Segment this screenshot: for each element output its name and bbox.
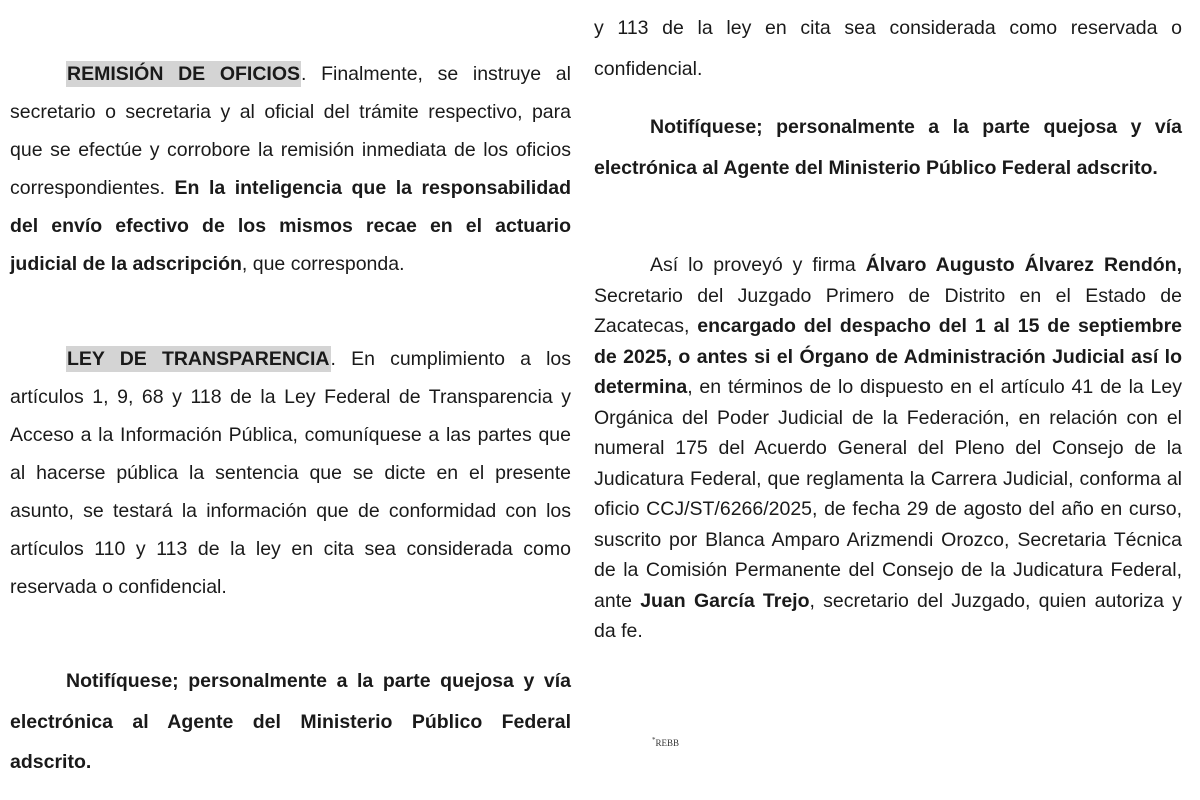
remision-text-1: . Finalmente, se instruye al secretario o secretaria y al oficial del trámite respectivo, para que se efectúe y corrobore la remisión inmediata de los oficios correspondientes. (10, 63, 571, 199)
initials-text: REBB (655, 738, 680, 748)
transparencia-heading: LEY DE TRANSPARENCIA (67, 348, 330, 370)
remision-bold-text: En la inteligencia que la responsabilidad del envío efectivo de los mismos recae en el actuario judicial de la adscripción (10, 177, 571, 275)
initials-asterisk: * (652, 736, 656, 744)
initials-mark (652, 736, 679, 748)
remision-paragraph (10, 55, 571, 283)
proveido-text-2: Secretario del Juzgado Primero de Distrito en el Estado de Zacatecas, (594, 284, 1182, 337)
secretary-name: Juan García Trejo (640, 589, 810, 612)
proveido-text-3: , en términos de lo dispuesto en el artículo 41 de la Ley Orgánica del Poder Judicial de la Federación, en relación con el numeral 175 del Acuerdo General del Pleno del Consejo de la Judicatura Federal, que reglamenta la Carrera Judicial, conforma al oficio CCJ/ST/6266/2025, de fecha 29 de agosto del año en curso, suscrito por Blanca Amparo Arizmendi Orozco, Secretaria Técnica de la Comisión Permanente del Consejo de la Judicatura Federal, ante (594, 376, 1182, 612)
notifiquese-paragraph-right: Notifíquese; personalmente a la parte quejosa y vía electrónica al Agente del Ministerio Público Federal adscrito. (594, 116, 1182, 179)
notifiquese-paragraph-left: Notifíquese; personalmente a la parte quejosa y vía electrónica al Agente del Ministerio Público Federal adscrito. (10, 670, 571, 773)
remision-text-2: , que corresponda. (241, 253, 405, 275)
proveido-paragraph (594, 250, 1182, 647)
proveido-text-4: , secretario del Juzgado, quien autoriza y da fe. (594, 589, 1183, 642)
proveido-bold-text: encargado del despacho del 1 al 15 de septiembre de 2025, o antes si el Órgano de Administración Judicial así lo determina (594, 315, 1182, 398)
transparencia-text: . En cumplimiento a los artículos 1, 9, 68 y 118 de la Ley Federal de Transparencia y Acceso a la Información Pública, comuníquese a las partes que al hacerse pública la sentencia que se dicte en el presente asunto, se testará la información que de conformidad con los artículos 110 y 113 de la ley en cita sea considerada como reservada o confidencial. (10, 348, 572, 598)
transparencia-paragraph (10, 340, 571, 606)
continuation-paragraph: y 113 de la ley en cita sea considerada como reservada o confidencial. (594, 17, 1182, 80)
proveido-text-1: Así lo proveyó y firma (650, 254, 866, 276)
signer-name: Álvaro Augusto Álvarez Rendón, (865, 254, 1182, 276)
remision-heading: REMISIÓN DE OFICIOS (67, 63, 300, 85)
